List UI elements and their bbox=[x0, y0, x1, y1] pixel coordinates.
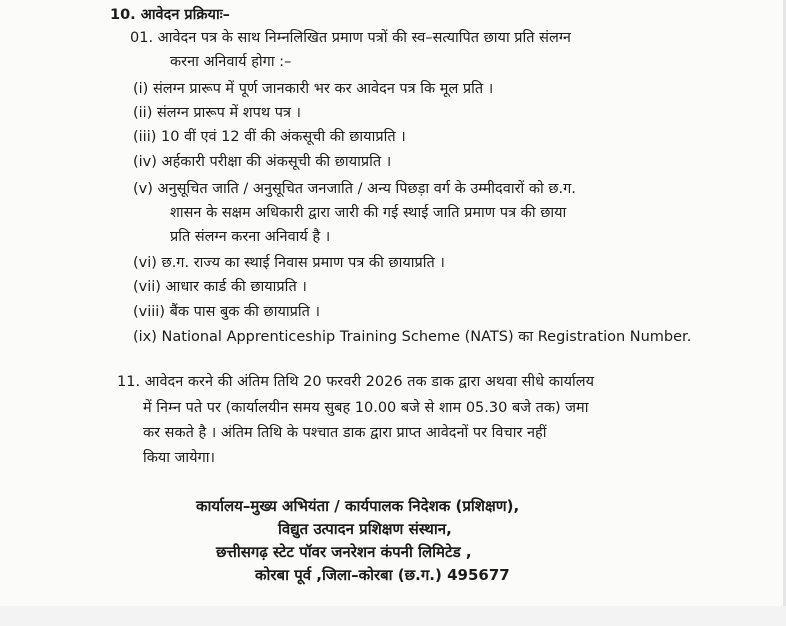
item-01-line-2: करना अनिवार्य होगा :– bbox=[170, 54, 292, 70]
item-01-line-1: 01. आवेदन पत्र के साथ निम्नलिखित प्रमाण पत्रों की स्व–सत्यापित छाया प्रति संलग्न bbox=[130, 30, 571, 46]
list-item-v-line-1: (v) अनुसूचित जाति / अनुसूचित जनजाति / अन्य पिछड़ा वर्ग के उम्मीदवारों को छ.ग. bbox=[133, 181, 576, 197]
address-line-2: विद्युत उत्पादन प्रशिक्षण संस्थान, bbox=[278, 520, 452, 538]
page-bottom-shade bbox=[0, 606, 786, 626]
section-11-line-1: 11. आवेदन करने की अंतिम तिथि 20 फरवरी 2026 तक डाक द्वारा अथवा सीधे कार्यालय bbox=[117, 374, 595, 390]
list-item-v-line-2: शासन के सक्षम अधिकारी द्वारा जारी की गई स्थाई जाति प्रमाण पत्र की छाया bbox=[170, 205, 567, 221]
list-item-vi: (vi) छ.ग. राज्य का स्थाई निवास प्रमाण पत्र की छायाप्रति । bbox=[133, 255, 445, 271]
list-item-iv: (iv) अर्हकारी परीक्षा की अंकसूची की छायाप्रति । bbox=[133, 154, 392, 170]
section-10-heading: 10. आवेदन प्रक्रियाः– bbox=[110, 7, 230, 23]
list-item-i: (i) संलग्न प्रारूप में पूर्ण जानकारी भर कर आवेदन पत्र कि मूल प्रति । bbox=[133, 81, 494, 97]
address-line-1: कार्यालय–मुख्य अभियंता / कार्यपालक निदेशक (प्रशिक्षण), bbox=[196, 497, 520, 515]
section-11-line-4: किया जायेगा। bbox=[143, 450, 216, 466]
list-item-v-line-3: प्रति संलग्न करना अनिवार्य है । bbox=[170, 229, 331, 245]
list-item-iii: (iii) 10 वीं एवं 12 वीं की अंकसूची की छायाप्रति । bbox=[133, 129, 406, 145]
list-item-vii: (vii) आधार कार्ड की छायाप्रति । bbox=[133, 279, 307, 295]
section-11-line-3: कर सकते है । अंतिम तिथि के पश्चात डाक द्वारा प्राप्त आवेदनों पर विचार नहीं bbox=[143, 425, 547, 441]
list-item-ii: (ii) संलग्न प्रारूप में शपथ पत्र । bbox=[133, 105, 302, 121]
list-item-ix: (ix) National Apprenticeship Training Scheme (NATS) का Registration Number. bbox=[133, 329, 692, 345]
list-item-viii: (viii) बैंक पास बुक की छायाप्रति । bbox=[133, 304, 321, 320]
section-11-line-2: में निम्न पते पर (कार्यालयीन समय सुबह 10.00 बजे से शाम 05.30 बजे तक) जमा bbox=[143, 400, 589, 416]
address-line-3: छत्तीसगढ़ स्टेट पॉवर जनरेशन कंपनी लिमिटेड , bbox=[216, 543, 472, 561]
address-line-4: कोरबा पूर्व ,जिला–कोरबा (छ.ग.) 495677 bbox=[255, 566, 510, 584]
